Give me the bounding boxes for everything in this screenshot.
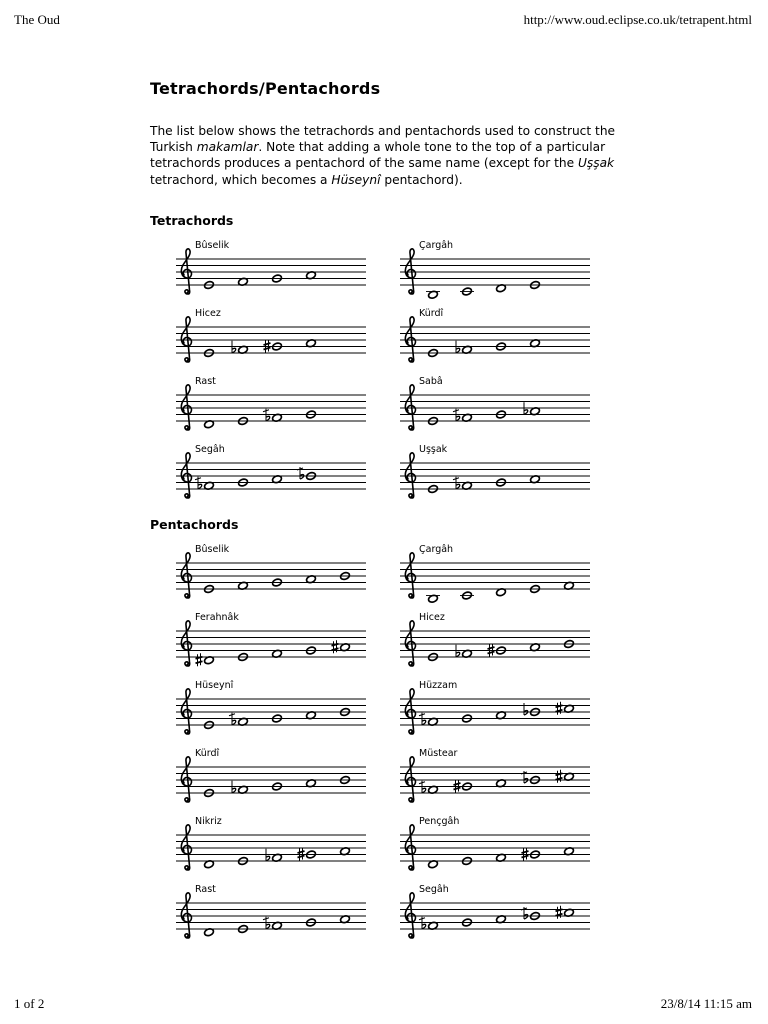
quarter-flat-icon <box>521 907 528 919</box>
treble-clef-icon <box>405 893 415 938</box>
staff-name-label: Hüzzam <box>419 680 458 691</box>
staff-notation <box>176 549 376 605</box>
intro-paragraph <box>150 123 620 188</box>
staff-notation <box>176 617 376 673</box>
whole-note <box>419 781 438 795</box>
intro-em-huseyni: Hüseynî <box>331 172 381 187</box>
staff-name-label: Nikriz <box>195 816 222 827</box>
staff-pentachords-2 <box>176 612 376 673</box>
staff-pentachords-0 <box>176 544 376 605</box>
staff-name-label: Uşşak <box>419 444 448 455</box>
staff-tetrachords-6 <box>176 444 376 505</box>
staff-name-label: Segâh <box>419 884 449 895</box>
treble-clef-icon <box>405 689 415 734</box>
treble-clef-icon <box>181 621 191 666</box>
tetrachords-heading: Tetrachords <box>150 213 234 228</box>
treble-clef-icon <box>181 757 191 802</box>
whole-note <box>556 770 575 783</box>
staff-notation <box>400 381 600 437</box>
staff-notation <box>400 617 600 673</box>
intro-text-4: pentachord). <box>380 172 463 187</box>
staff-name-label: Bûselik <box>195 240 230 251</box>
staff-name-label: Rast <box>195 376 216 387</box>
staff-name-label: Hicez <box>419 612 445 623</box>
staff-tetrachords-4 <box>176 376 376 437</box>
staff-pentachords-9 <box>400 816 600 877</box>
staff-name-label: Sabâ <box>419 376 443 387</box>
whole-note <box>556 702 575 715</box>
whole-note <box>460 287 474 296</box>
sharp-icon <box>556 770 563 783</box>
whole-note <box>524 703 540 717</box>
staff-name-label: Kürdî <box>195 748 220 759</box>
treble-clef-icon <box>405 621 415 666</box>
whole-note <box>522 848 541 861</box>
whole-note <box>456 341 472 355</box>
staff-notation <box>176 821 376 877</box>
sharp-icon <box>298 848 305 861</box>
staff-name-label: Çargâh <box>419 240 454 251</box>
whole-note <box>263 917 282 931</box>
intro-text-2: . Note that adding a whole tone to the top of a particular tetrachords produces a pentachord of the same name (except for the <box>150 140 606 171</box>
sharp-icon <box>264 340 271 353</box>
treble-clef-icon <box>181 453 191 498</box>
staff-notation <box>400 821 600 877</box>
whole-note <box>453 477 472 491</box>
treble-clef-icon <box>405 249 415 294</box>
staff-notation <box>176 753 376 809</box>
staff-notation <box>400 685 600 741</box>
treble-clef-icon <box>181 385 191 430</box>
whole-note <box>456 645 472 659</box>
whole-note <box>195 477 214 491</box>
staff-tetrachords-0 <box>176 240 376 301</box>
sharp-icon <box>556 702 563 715</box>
treble-clef-icon <box>405 317 415 362</box>
staff-notation <box>400 549 600 605</box>
browser-header-url: http://www.oud.eclipse.co.uk/tetrapent.html <box>523 12 752 27</box>
sharp-icon <box>556 906 563 919</box>
staff-tetrachords-2 <box>176 308 376 369</box>
whole-note <box>263 409 282 423</box>
staff-pentachords-11 <box>400 884 600 945</box>
staff-pentachords-7 <box>400 748 600 809</box>
staff-name-label: Çargâh <box>419 544 454 555</box>
staff-notation <box>400 889 600 945</box>
sharp-icon <box>488 644 495 657</box>
whole-note <box>556 906 575 919</box>
intro-text-1: The list below shows the tetrachords and pentachords used to construct the Turkish <box>150 124 616 155</box>
whole-note <box>297 467 316 481</box>
flat-icon <box>524 703 528 715</box>
treble-clef-icon <box>181 249 191 294</box>
quarter-flat-icon <box>521 771 528 783</box>
staff-notation <box>176 245 376 301</box>
staff-pentachords-8 <box>176 816 376 877</box>
intro-em-ussak: Uşşak <box>577 156 615 171</box>
staff-pentachords-5 <box>400 680 600 741</box>
sharp-icon <box>522 848 529 861</box>
staff-tetrachords-5 <box>400 376 600 437</box>
sharp-icon <box>196 653 203 666</box>
whole-note <box>232 341 248 355</box>
staff-name-label: Hüseynî <box>195 680 234 691</box>
treble-clef-icon <box>181 825 191 870</box>
staff-notation <box>400 449 600 505</box>
whole-note <box>521 907 540 921</box>
whole-note <box>460 591 474 600</box>
browser-header-title: The Oud <box>14 12 60 27</box>
page-count: 1 of 2 <box>14 996 45 1011</box>
whole-note <box>454 780 473 793</box>
treble-clef-icon <box>405 825 415 870</box>
staff-notation <box>400 753 600 809</box>
staff-name-label: Hicez <box>195 308 221 319</box>
staff-name-label: Müstear <box>419 748 458 759</box>
staff-notation <box>176 685 376 741</box>
treble-clef-icon <box>181 317 191 362</box>
staff-name-label: Ferahnâk <box>195 612 239 623</box>
staff-tetrachords-1 <box>400 240 600 301</box>
treble-clef-icon <box>405 757 415 802</box>
whole-note <box>453 409 472 423</box>
staff-pentachords-4 <box>176 680 376 741</box>
staff-notation <box>176 449 376 505</box>
intro-em-makamlar: makamlar <box>196 140 259 155</box>
treble-clef-icon <box>181 893 191 938</box>
staff-name-label: Kürdî <box>419 308 444 319</box>
whole-note <box>266 849 282 863</box>
whole-note <box>332 640 351 653</box>
treble-clef-icon <box>181 553 191 598</box>
whole-note <box>426 594 440 603</box>
whole-note <box>521 771 540 785</box>
page-title: Tetrachords/Pentachords <box>150 79 381 98</box>
staff-pentachords-3 <box>400 612 600 673</box>
staff-tetrachords-3 <box>400 308 600 369</box>
sharp-icon <box>454 780 461 793</box>
whole-note <box>426 290 440 299</box>
pentachords-heading: Pentachords <box>150 517 239 532</box>
staff-notation <box>400 245 600 301</box>
staff-name-label: Bûselik <box>195 544 230 555</box>
staff-name-label: Rast <box>195 884 216 895</box>
whole-note <box>524 402 540 416</box>
whole-note <box>196 653 215 666</box>
whole-note <box>229 713 248 727</box>
quarter-flat-icon <box>297 467 304 479</box>
print-timestamp: 23/8/14 11:15 am <box>660 996 752 1011</box>
whole-note <box>232 781 248 795</box>
whole-note <box>298 848 317 861</box>
staff-pentachords-1 <box>400 544 600 605</box>
staff-notation <box>176 313 376 369</box>
sharp-icon <box>332 640 339 653</box>
staff-name-label: Segâh <box>195 444 225 455</box>
whole-note <box>264 340 283 353</box>
treble-clef-icon <box>405 385 415 430</box>
staff-pentachords-6 <box>176 748 376 809</box>
staff-name-label: Pençgâh <box>419 816 460 827</box>
staff-tetrachords-7 <box>400 444 600 505</box>
treble-clef-icon <box>405 453 415 498</box>
intro-text-3: tetrachord, which becomes a <box>150 172 332 187</box>
treble-clef-icon <box>181 689 191 734</box>
treble-clef-icon <box>405 553 415 598</box>
whole-note <box>488 644 507 657</box>
whole-note <box>419 713 438 727</box>
staff-notation <box>400 313 600 369</box>
staff-pentachords-10 <box>176 884 376 945</box>
whole-note <box>419 917 438 931</box>
staff-notation <box>176 381 376 437</box>
staff-notation <box>176 889 376 945</box>
